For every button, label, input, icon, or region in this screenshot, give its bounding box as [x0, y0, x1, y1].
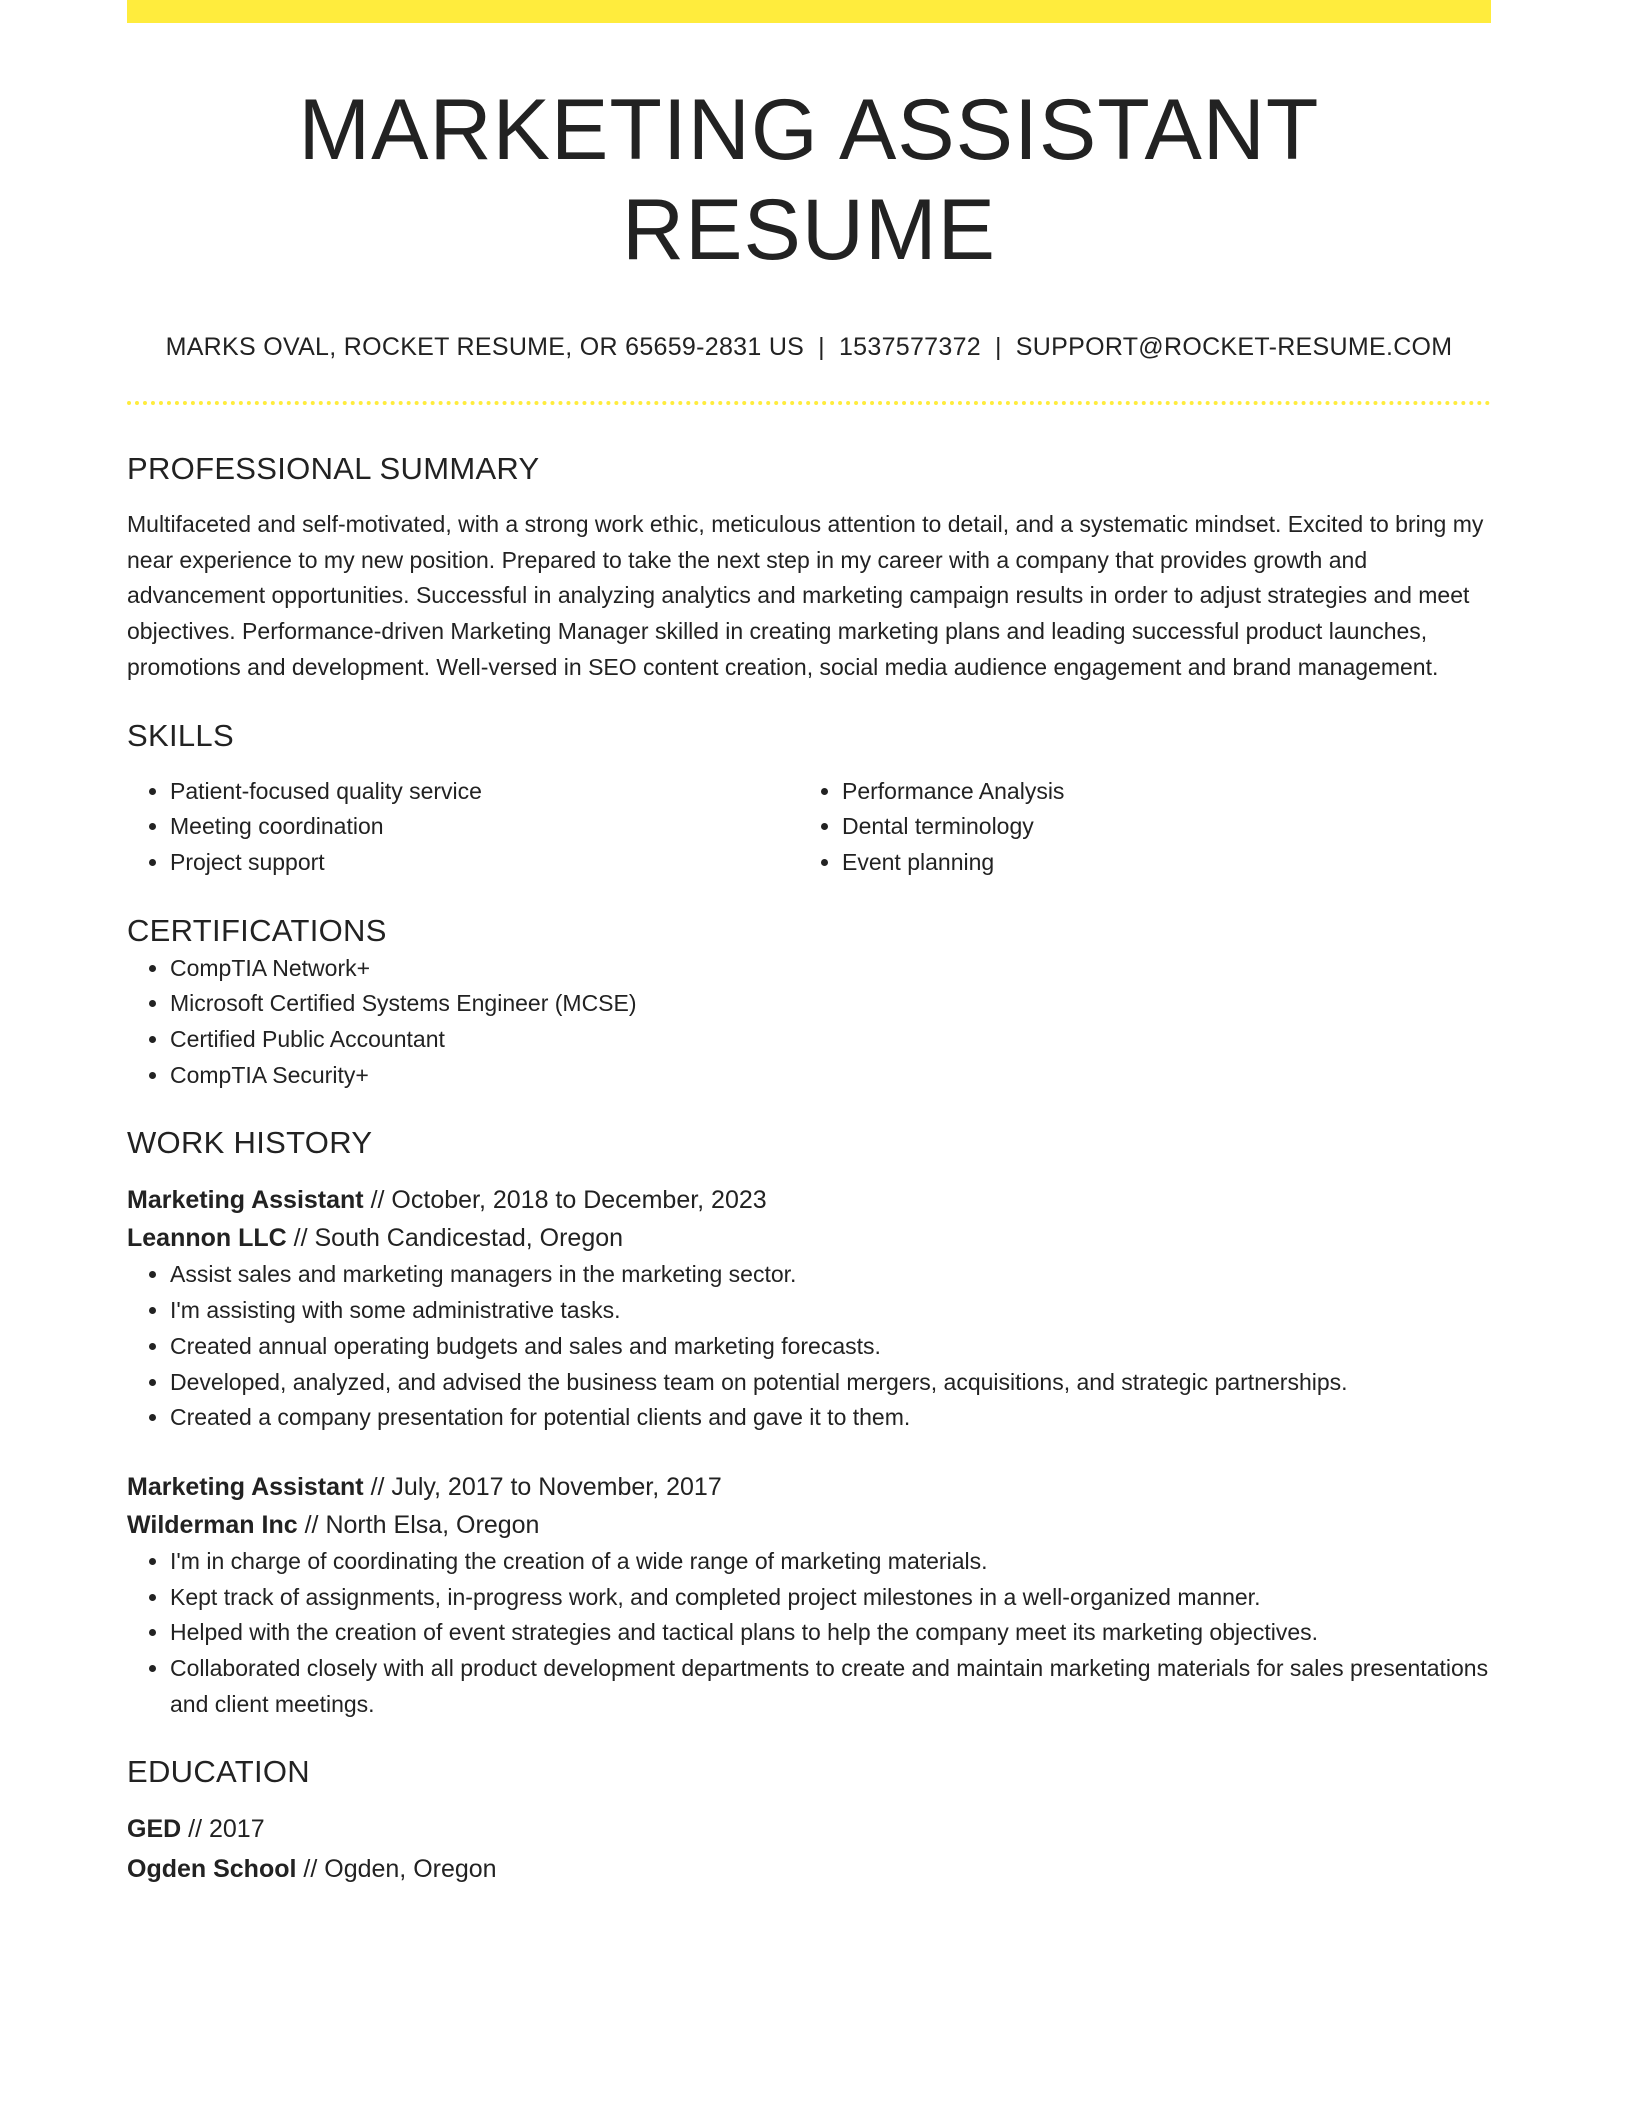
contact-address: MARKS OVAL, ROCKET RESUME, OR 65659-2831 US: [165, 333, 805, 361]
contact-separator: |: [818, 333, 825, 361]
job-entry: [127, 1468, 1491, 1723]
job-title-line: [127, 1181, 1491, 1219]
job-company-line: [127, 1219, 1491, 1257]
job-bullets: [127, 1257, 1491, 1436]
education-degree: GED: [127, 1815, 182, 1844]
education-heading: EDUCATION: [127, 1754, 310, 1790]
certifications-list: [127, 951, 1491, 1094]
job-entry: [127, 1181, 1491, 1436]
work-history-heading: WORK HISTORY: [127, 1125, 373, 1161]
skills-heading: SKILLS: [127, 717, 234, 753]
resume-content: [127, 0, 1491, 1888]
education-school-line: [127, 1850, 1491, 1888]
job-company: Leannon LLC: [127, 1224, 287, 1253]
skill-item: • Dental terminology: [842, 809, 1471, 845]
skill-item: • Meeting coordination: [170, 809, 799, 845]
job-bullet: • Collaborated closely with all product development departments to create and maintain marketing materials for sales presentations and client meetings.: [170, 1651, 1491, 1722]
skills-list-left: [127, 774, 799, 881]
job-title: Marketing Assistant: [127, 1472, 364, 1501]
job-bullet: • Assist sales and marketing managers in the marketing sector.: [170, 1257, 1491, 1293]
summary-heading: PROFESSIONAL SUMMARY: [127, 451, 540, 486]
job-bullets: [127, 1544, 1491, 1723]
job-bullet: • Developed, analyzed, and advised the business team on potential mergers, acquisitions, and strategic partnerships.: [170, 1365, 1491, 1401]
job-bullet: • Created a company presentation for potential clients and gave it to them.: [170, 1400, 1491, 1436]
certification-item: • Microsoft Certified Systems Engineer (MCSE): [170, 986, 1491, 1022]
certification-item: • CompTIA Security+: [170, 1058, 1491, 1094]
education-year: // 2017: [188, 1815, 265, 1844]
skills-column-left: [127, 774, 799, 881]
job-dates: // October, 2018 to December, 2023: [370, 1186, 767, 1215]
dotted-divider: [127, 401, 1491, 405]
job-bullet: • I'm in charge of coordinating the creation of a wide range of marketing materials.: [170, 1544, 1491, 1580]
education-location: // Ogden, Oregon: [303, 1855, 497, 1884]
job-bullet: • I'm assisting with some administrative tasks.: [170, 1293, 1491, 1329]
skill-item: • Performance Analysis: [842, 774, 1471, 810]
job-bullet: • Helped with the creation of event strategies and tactical plans to help the company meet its marketing objectives.: [170, 1615, 1491, 1651]
job-dates: // July, 2017 to November, 2017: [370, 1472, 722, 1501]
job-company-line: [127, 1506, 1491, 1544]
contact-phone: 1537577372: [838, 333, 981, 361]
job-bullet: • Created annual operating budgets and sales and marketing forecasts.: [170, 1329, 1491, 1365]
skills-column-right: [799, 774, 1471, 881]
skill-item: • Patient-focused quality service: [170, 774, 799, 810]
contact-line: [127, 330, 1491, 364]
skill-item: • Event planning: [842, 845, 1471, 881]
job-bullet: • Kept track of assignments, in-progress work, and completed project milestones in a well-organized manner.: [170, 1580, 1491, 1616]
skills-list-right: [799, 774, 1471, 881]
job-location: // South Candicestad, Oregon: [293, 1224, 624, 1253]
education-school: Ogden School: [127, 1855, 297, 1884]
resume-title: MARKETING ASSISTANT RESUME: [298, 82, 1320, 278]
summary-text: Multifaceted and self-motivated, with a strong work ethic, meticulous attention to detail, and a systematic mindset. Excited to bring my near experience to my new position. Prepared to take the next step in my career with a company that provides growth and advancement opportunities. Successful in analyzing analytics and marketing campaign results in order to adjust strategies and meet objectives. Performance-driven Marketing Manager skilled in creating marketing plans and leading successful product launches, promotions and development. Well-versed in SEO content creation, social media audience engagement and brand management.: [127, 511, 1484, 680]
certification-item: • Certified Public Accountant: [170, 1022, 1491, 1058]
skills-grid: [127, 774, 1491, 881]
contact-separator: |: [995, 333, 1002, 361]
job-location: // North Elsa, Oregon: [304, 1510, 540, 1539]
job-company: Wilderman Inc: [127, 1510, 298, 1539]
certification-item: • CompTIA Network+: [170, 951, 1491, 987]
education-degree-line: [127, 1810, 1491, 1848]
job-title-line: [127, 1468, 1491, 1506]
job-title: Marketing Assistant: [127, 1186, 364, 1215]
certifications-heading: CERTIFICATIONS: [127, 912, 387, 948]
contact-email: SUPPORT@ROCKET-RESUME.COM: [1015, 333, 1453, 361]
skill-item: • Project support: [170, 845, 799, 881]
